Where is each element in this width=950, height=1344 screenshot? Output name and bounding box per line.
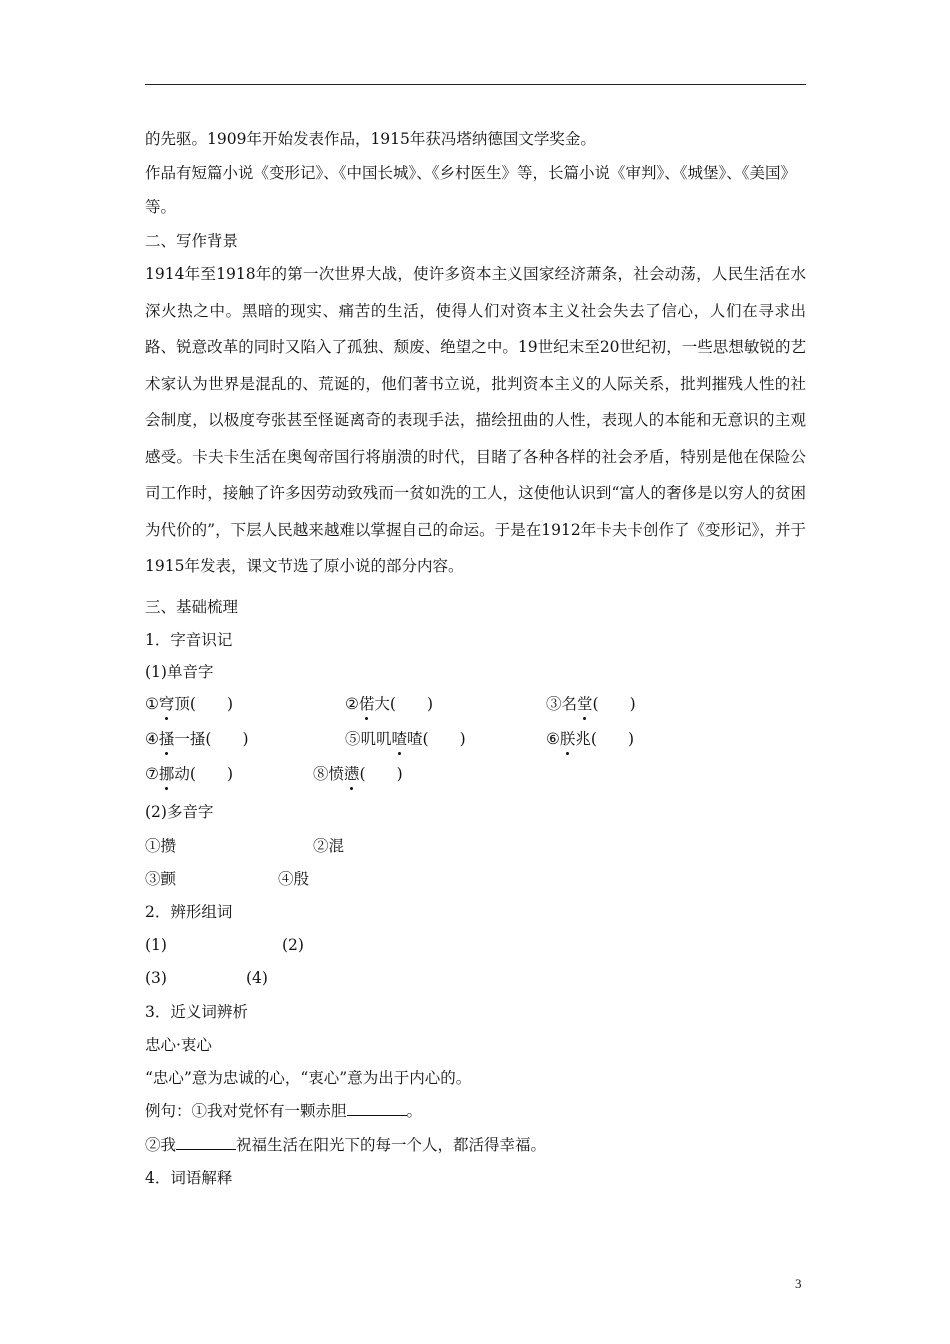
subsection-heading: 2．辨形组词 <box>145 903 233 921</box>
text-line: 的先驱。1909年开始发表作品，1915年获冯塔纳德国文学奖金。 <box>145 130 596 148</box>
synonym-title: 忠心·衷心 <box>145 1036 212 1054</box>
word-group-item: (4) <box>246 969 268 987</box>
pinyin-item: ⑧愤懑( ) <box>313 765 403 783</box>
pinyin-item: ②偌大( ) <box>345 695 434 713</box>
header-rule <box>145 84 806 85</box>
word-group-item: (2) <box>282 936 304 954</box>
pinyin-item: ⑦挪动( ) <box>145 765 234 783</box>
pinyin-item: ③名堂( ) <box>546 695 636 713</box>
polyphone-item: ④殷 <box>278 870 310 888</box>
synonym-explanation: “忠心”意为忠诚的心，“衷心”意为出于内心的。 <box>145 1069 472 1087</box>
sub-heading: (1)单音字 <box>145 663 214 681</box>
page-number: 3 <box>795 1276 802 1291</box>
section-heading: 三、基础梳理 <box>145 598 239 616</box>
section-heading: 二、写作背景 <box>145 232 239 250</box>
example-sentence: ②我 祝福生活在阳光下的每一个人，都活得幸福。 <box>145 1136 547 1154</box>
subsection-heading: 1．字音识记 <box>145 631 233 649</box>
background-paragraph: 1914年至1918年的第一次世界大战，使许多资本主义国家经济萧条，社会动荡，人民生活在水深火热之中。黑暗的现实、痛苦的生活，使得人们对资本主义社会失去了信心，人们在寻求出路、锐意改革的同时又陷入了孤独、颓废、绝望之中。19世纪末至20世纪初，一些思想敏锐的艺术家认为世界是混乱的、荒诞的，他们著书立说，批判资本主义的人际关系，批判摧残人性的社会制度，以极度夸张甚至怪诞离奇的表现手法，描绘扭曲的人性，表现人的本能和无意识的主观感受。卡夫卡生活在奥匈帝国行将崩溃的时代，目睹了各种各样的社会矛盾，特别是他在保险公司工作时，接触了许多因劳动致残而一贫如洗的工人，这使他认识到“富人的奢侈是以穷人的贫困为代价的”，下层人民越来越难以掌握自己的命运。于是在1912年卡夫卡创作了《变形记》，并于1915年发表，课文节选了原小说的部分内容。 <box>145 265 806 575</box>
subsection-heading: 3．近义词辨析 <box>145 1003 248 1021</box>
polyphone-item: ③颤 <box>145 870 177 888</box>
text-line: 作品有短篇小说《变形记》、《中国长城》、《乡村医生》等，长篇小说《审判》、《城堡》、《美国》 <box>145 164 797 182</box>
text-line: 等。 <box>145 198 177 216</box>
fill-blank[interactable] <box>176 1135 236 1150</box>
pinyin-item: ⑤叽叽喳喳( ) <box>345 730 466 748</box>
word-group-item: (1) <box>145 936 167 954</box>
fill-blank[interactable] <box>347 1101 407 1116</box>
example-sentence: 例句：①我对党怀有一颗赤胆 。 <box>145 1102 423 1120</box>
word-group-item: (3) <box>145 969 167 987</box>
polyphone-item: ②混 <box>313 837 345 855</box>
sub-heading: (2)多音字 <box>145 803 214 821</box>
polyphone-item: ①攒 <box>145 837 177 855</box>
pinyin-item: ①穹顶( ) <box>145 695 234 713</box>
pinyin-item: ④搔一搔( ) <box>145 730 249 748</box>
subsection-heading: 4．词语解释 <box>145 1169 233 1187</box>
pinyin-item: ⑥朕兆( ) <box>546 730 635 748</box>
